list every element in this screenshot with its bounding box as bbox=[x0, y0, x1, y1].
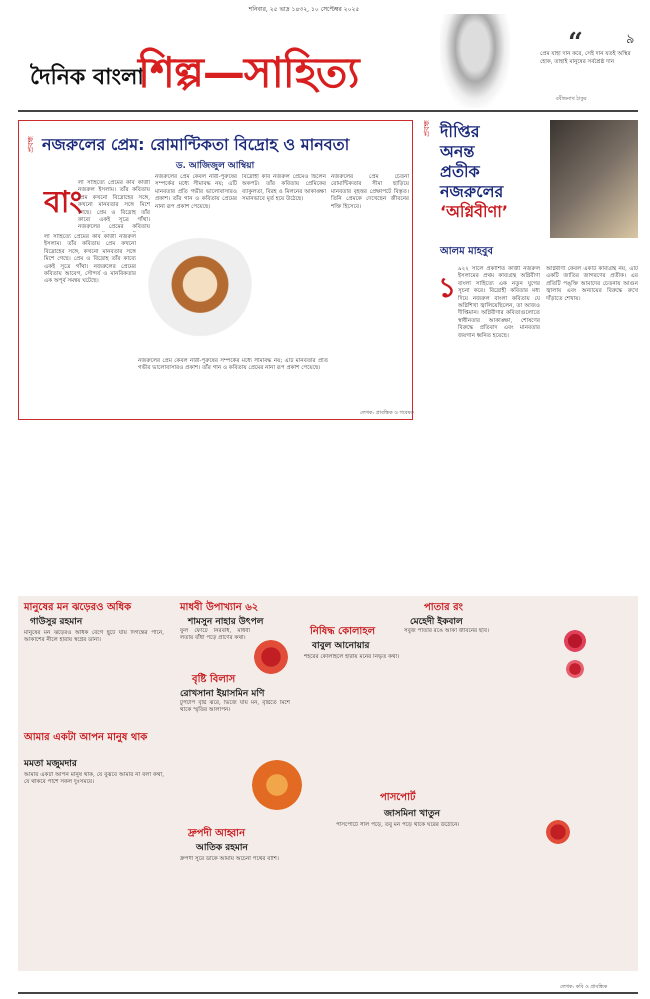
poem-title[interactable]: পাতার রং bbox=[424, 602, 463, 613]
header-quote: প্রেম যাহা দান করে, সেই দান যতই অস্থির হোক, তাহাই মানুষের সর্বশ্রেষ্ঠ দান bbox=[540, 51, 631, 65]
poem-author: জাসমিনা খাতুন bbox=[384, 809, 440, 819]
tagore-portrait-image bbox=[440, 14, 510, 108]
poem-title[interactable]: মানুষের মন ঝড়েরও অধিক bbox=[24, 602, 132, 613]
poem-body: শহরের কোলাহলে হারায় মনের নিভৃত কথা। bbox=[304, 654, 400, 660]
side-article-author: আলম মাহবুব bbox=[440, 246, 493, 257]
flower-icon bbox=[254, 640, 288, 674]
side-title-line1: দীপ্তির bbox=[440, 122, 480, 141]
main-article-kicker: প্রবন্ধ bbox=[26, 136, 35, 153]
side-title-line2: অনন্ত bbox=[440, 142, 475, 161]
poem-author: মমতা মজুমদার bbox=[24, 759, 77, 769]
main-article-col1: লা সাহিত্যে প্রেমের কবি কাজী নজরুল ইসলাম। তাঁর কবিতায় প্রেম কখনো বিদ্রোহের সঙ্গে, কখনো মানবতার সঙ্গে মিশে গেছে। প্রেম ও বিদ্রোহ তাঁর কাব্যে একই সূত্রে গাঁথা। নজরুলের প্রেমের কবিতায় আবেগ, সৌন্দর্য ও মানবিকতার এক অপূর্ব সমন্বয় ঘটেছে। bbox=[44, 234, 136, 285]
poem-body: আমার একটা আপন মানুষ থাক, যে বুঝবে আমার না বলা কথা, যে থাকবে পাশে সকল দুঃসময়ে। bbox=[24, 772, 164, 786]
main-article-col1-lead: লা সাহিত্যে প্রেমের কবি কাজী নজরুল ইসলাম। তাঁর কবিতায় প্রেম কখনো বিদ্রোহের সঙ্গে, কখনো মানবতার সঙ্গে মিশে গেছে। প্রেম ও বিদ্রোহ তাঁর কাব্যে একই সূত্রে গাঁথা। নজরুলের প্রেমের কবিতায় bbox=[78, 180, 150, 231]
poem-title[interactable]: নিষিদ্ধ কোলাহল bbox=[310, 626, 376, 637]
poem-title[interactable]: আমার একটা আপন মানুষ থাক bbox=[24, 732, 148, 743]
quote-attribution: রবীন্দ্রনাথ ঠাকুর bbox=[556, 96, 587, 102]
side-title-line3: প্রতীক bbox=[440, 162, 480, 181]
main-article-dropcap: বাং bbox=[44, 185, 83, 220]
masthead-publication: দৈনিক বাংলা bbox=[30, 65, 144, 90]
flower-icon bbox=[252, 760, 302, 810]
quote-mark-icon: “ bbox=[568, 28, 583, 58]
side-article-col2: অগ্নিবীণা কেবল একটি কাব্যগ্রন্থ নয়, এটি একটি জাতির জাগরণের প্রতীক। এর প্রতিটি পঙ্‌ক্তি আমাদের চেতনায় আগুন জ্বালায় এবং অন্যায়ের বিরুদ্ধে রুখে দাঁড়াতে শেখায়। bbox=[546, 266, 638, 302]
main-article-credit: লেখক: প্রাবন্ধিক ও গবেষক bbox=[360, 410, 414, 416]
poem-body: সবুজ পাতার রঙে আঁকা জীবনের ছবি। bbox=[404, 628, 489, 634]
flower-icon bbox=[566, 660, 584, 678]
main-article-col4: নজরুলের প্রেম চেতনা রোমান্টিকতার সীমা ছাড়িয়ে মানবতার বৃহত্তর প্রেক্ষাপটে বিস্তৃত। তিনি প্রেমকে দেখেছেন জীবনের শক্তি হিসেবে। bbox=[331, 174, 409, 210]
poem-title[interactable]: দ্রুপদী আহ্বান bbox=[188, 828, 246, 839]
side-title-line4: নজরুলের bbox=[440, 182, 504, 201]
side-article-title[interactable] bbox=[440, 122, 550, 222]
poem-author: রোখসানা ইয়াসমিন মণি bbox=[180, 689, 265, 699]
side-article-col1: ৯২২ সালে প্রকাশিত কাজী নজরুল ইসলামের প্রথম কাব্যগ্রন্থ অগ্নিবীণা বাংলা সাহিত্যে এক নতুন যুগের সূচনা করে। বিদ্রোহী কবিতার মধ্য দিয়ে নজরুল বাংলা কবিতায় যে অগ্নিশিখা জ্বালিয়েছিলেন, তা আজও দীপ্তিমান। অগ্নিবীণার কবিতাগুলোতে স্বাধীনতার আকাঙ্ক্ষা, শোষণের বিরুদ্ধে প্রতিবাদ এবং মানবতার জয়গান ধ্বনিত হয়েছে। bbox=[458, 266, 540, 339]
side-article-dropcap: ১ bbox=[438, 271, 457, 304]
poem-body: মানুষের মন ঝড়েরও অধিক বেগে ছুটে যায় দিগন্তের পানে, আকাশের নীলে হারায় স্বপ্নের ডানা। bbox=[24, 630, 164, 644]
main-article-title[interactable]: নজরুলের প্রেম: রোমান্টিকতা বিদ্রোহ ও মানবতা bbox=[42, 135, 350, 154]
poem-author: গাউসুর রহমান bbox=[30, 617, 83, 627]
main-article-author: ড. আজিজুল আম্বিয়া bbox=[176, 161, 255, 171]
nazrul-flute-photo bbox=[550, 120, 638, 238]
header-rule bbox=[18, 110, 638, 112]
poem-author: মেহেদী ইকবাল bbox=[410, 617, 463, 627]
poem-body: টুপটাপ বৃষ্টি ঝরে, ভিজে যায় মন, বৃষ্টিতে মিশে থাকে স্মৃতির আলাপন। bbox=[180, 700, 290, 714]
masthead-section: শিল্প—সাহিত্য bbox=[138, 48, 359, 97]
flower-icon bbox=[546, 820, 570, 844]
footer-rule bbox=[18, 992, 638, 994]
side-article-kicker: প্রবন্ধ bbox=[422, 120, 431, 137]
main-article-col3: বিদ্রোহী কবি নজরুল প্রেমেও ছিলেন অকপট। তাঁর কবিতায় প্রেমিকের ব্যাকুলতা, বিরহ ও মিলনের আকাঙ্ক্ষা সমানভাবে মূর্ত হয়ে উঠেছে। bbox=[242, 174, 326, 203]
main-article-bottom-text: নজরুলের প্রেম কেবল নারী-পুরুষের সম্পর্কের মধ্যে সীমাবদ্ধ নয়; এটি মানবতার প্রতি গভীর ভালোবাসারও প্রকাশ। তাঁর গান ও কবিতায় প্রেমের নানা রূপ প্রকাশ পেয়েছে। bbox=[138, 358, 328, 372]
poem-title[interactable]: মাধবী উপাখ্যান ৬২ bbox=[180, 602, 259, 613]
side-title-line5: ‘অগ্নিবীণা’ bbox=[440, 202, 509, 221]
poem-author: শামসুন নাহার উৎপল bbox=[188, 617, 264, 627]
poem-body: ফুল ফোটে নিরবধি, মাধবী লতায় বাঁধা পড়ে প্রাণের কথা। bbox=[180, 628, 250, 642]
poem-body: পাসপোর্টে সীল পড়ে, তবু মন পড়ে থাকে ঘরের উঠোনে। bbox=[336, 822, 460, 828]
flower-icon bbox=[564, 630, 586, 652]
nazrul-illustration-image bbox=[138, 238, 262, 354]
side-article-credit: লেখক: কবি ও প্রাবন্ধিক bbox=[560, 984, 608, 990]
main-article-col2: নজরুলের প্রেম কেবল নারী-পুরুষের সম্পর্কের মধ্যে সীমাবদ্ধ নয়; এটি মানবতার প্রতি গভীর ভালোবাসারও প্রকাশ। তাঁর গান ও কবিতায় প্রেমের নানা রূপ প্রকাশ পেয়েছে। bbox=[155, 174, 237, 210]
poem-author: বাবুল আনোয়ার bbox=[312, 641, 370, 651]
dateline: শনিবার, ২৫ ভাদ্র ১৪৩২, ১০ সেপ্টেম্বর ২০২৫ bbox=[248, 6, 360, 13]
poem-author: আতিক রহমান bbox=[196, 843, 248, 853]
poem-title[interactable]: পাসপোর্ট bbox=[380, 792, 416, 803]
poem-title[interactable]: বৃষ্টি বিলাস bbox=[192, 674, 236, 685]
poem-body: দ্রুপদী সুরে ডাকে আমায় অচেনা পথের বাঁশি। bbox=[180, 856, 279, 862]
page-number: ৯ bbox=[626, 32, 635, 47]
